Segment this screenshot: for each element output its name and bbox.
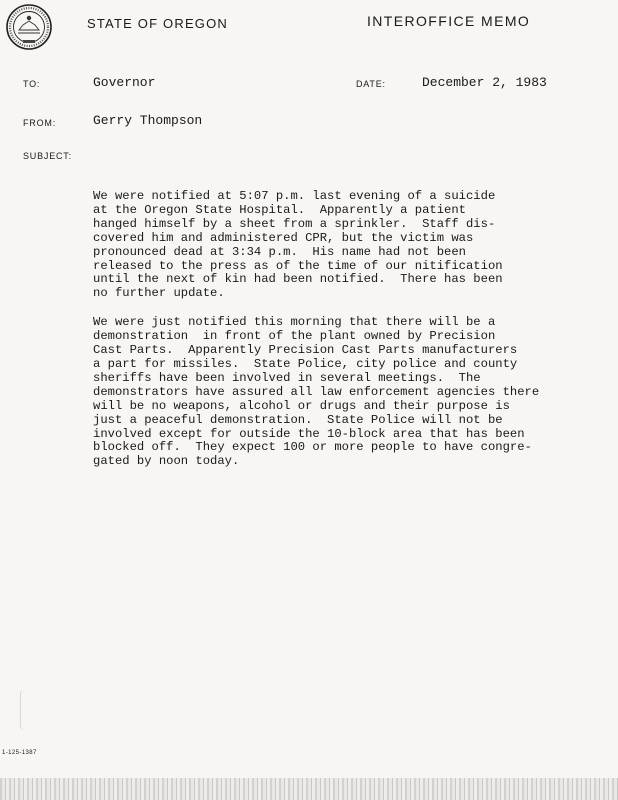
body-line: gated by noon today. — [93, 454, 240, 469]
date-value: December 2, 1983 — [422, 75, 547, 90]
to-value: Governor — [93, 75, 156, 90]
memo-body — [93, 189, 540, 469]
body-line: a part for missiles. State Police, city police and county — [93, 356, 518, 371]
body-line: released to the press as of the time of our nitification — [93, 258, 503, 273]
body-line: until the next of kin had been notified. There has been — [93, 272, 503, 287]
body-line: involved except for outside the 10-block area that has been — [93, 426, 525, 441]
body-line: blocked off. They expect 100 or more people to have congre- — [93, 440, 532, 455]
date-label: DATE: — [356, 79, 386, 89]
body-line: demonstrators have assured all law enforcement agencies there — [93, 384, 540, 399]
body-line: covered him and administered CPR, but the victim was — [93, 230, 474, 245]
body-line: just a peaceful demonstration. State Police will not be — [93, 412, 503, 427]
to-label: TO: — [23, 79, 41, 89]
body-line: sheriffs have been involved in several meetings. The — [93, 370, 481, 385]
header-memo-type: INTEROFFICE MEMO — [367, 13, 531, 29]
body-line: demonstration in front of the plant owned by Precision — [93, 329, 496, 344]
page-margin-mark — [20, 690, 29, 730]
from-label: FROM: — [23, 118, 56, 128]
form-number: 1-125-1387 — [2, 750, 37, 756]
scan-bottom-edge — [0, 778, 618, 800]
body-line: pronounced dead at 3:34 p.m. His name had not been — [93, 244, 466, 259]
header-state: STATE OF OREGON — [87, 16, 229, 31]
subject-label: SUBJECT: — [23, 151, 72, 161]
body-paragraph-1 — [93, 190, 523, 301]
body-line: hanged himself by a sheet from a sprinkler. Staff dis- — [93, 216, 496, 231]
body-line: no further update. — [93, 286, 225, 301]
body-line: at the Oregon State Hospital. Apparently a patient — [93, 202, 466, 217]
body-line: We were just notified this morning that there will be a — [93, 315, 496, 330]
body-line: We were notified at 5:07 p.m. last evening of a suicide — [93, 189, 496, 203]
body-paragraph-2 — [93, 315, 540, 469]
body-line: will be no weapons, alcohol or drugs and their purpose is — [93, 398, 510, 413]
from-value: Gerry Thompson — [93, 113, 203, 128]
state-seal-icon — [5, 3, 53, 51]
body-line: Cast Parts. Apparently Precision Cast Parts manufacturers — [93, 343, 518, 358]
